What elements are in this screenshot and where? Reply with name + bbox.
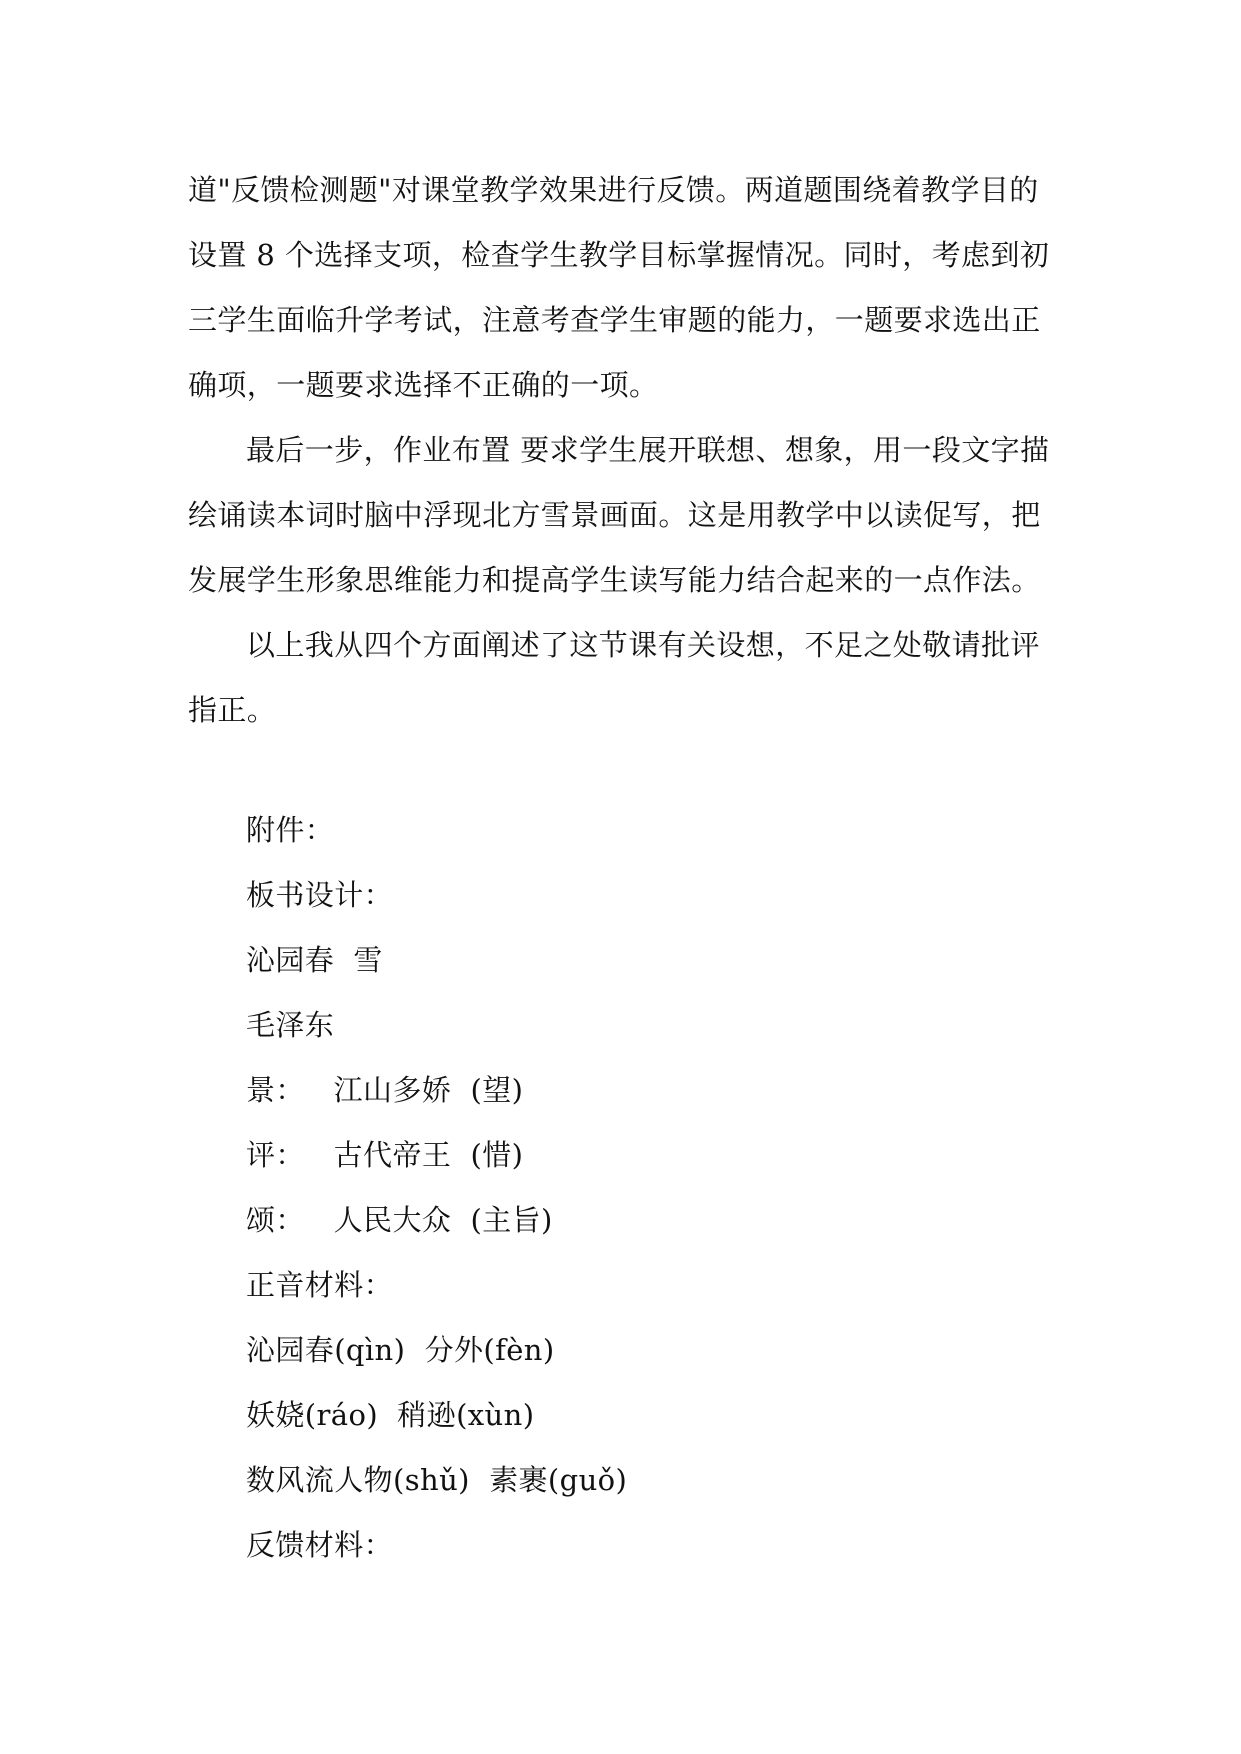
paragraph-feedback-tests: 道"反馈检测题"对课堂教学效果进行反馈。两道题围绕着教学目的设置 8 个选择支项，检查学生教学目标掌握情况。同时，考虑到初三学生面临升学考试，注意考查学生审题的能力，一题要求选出正确项，一题要求选择不正确的一项。: [188, 173, 1050, 402]
attachment-section: [246, 798, 1066, 1578]
pronunciation-label: 正音材料：: [246, 1268, 394, 1302]
poem-author: 毛泽东: [246, 1008, 335, 1042]
body-text: [188, 158, 1063, 743]
board-design-label: 板书设计：: [246, 878, 394, 912]
pronunciation-line: 数风流人物(shǔ) 素裹(guǒ): [246, 1463, 628, 1497]
pronunciation-line: 沁园春(qìn) 分外(fèn): [246, 1333, 555, 1367]
paragraph-conclusion: 以上我从四个方面阐述了这节课有关设想，不足之处敬请批评指正。: [188, 628, 1040, 727]
pronunciation-line: 妖娆(ráo) 稍逊(xùn): [246, 1398, 535, 1432]
outline-line: 颂： 人民大众 (主旨): [246, 1203, 553, 1237]
feedback-label: 反馈材料：: [246, 1528, 394, 1562]
poem-title: 沁园春 雪: [246, 943, 383, 977]
outline-line: 评： 古代帝王 (惜): [246, 1138, 524, 1172]
outline-line: 景： 江山多娇 (望): [246, 1073, 524, 1107]
paragraph-homework: 最后一步，作业布置 要求学生展开联想、想象，用一段文字描绘诵读本词时脑中浮现北方雪景画面。这是用教学中以读促写，把发展学生形象思维能力和提高学生读写能力结合起来的一点作法。: [188, 433, 1050, 597]
attachment-heading: 附件：: [246, 813, 335, 847]
